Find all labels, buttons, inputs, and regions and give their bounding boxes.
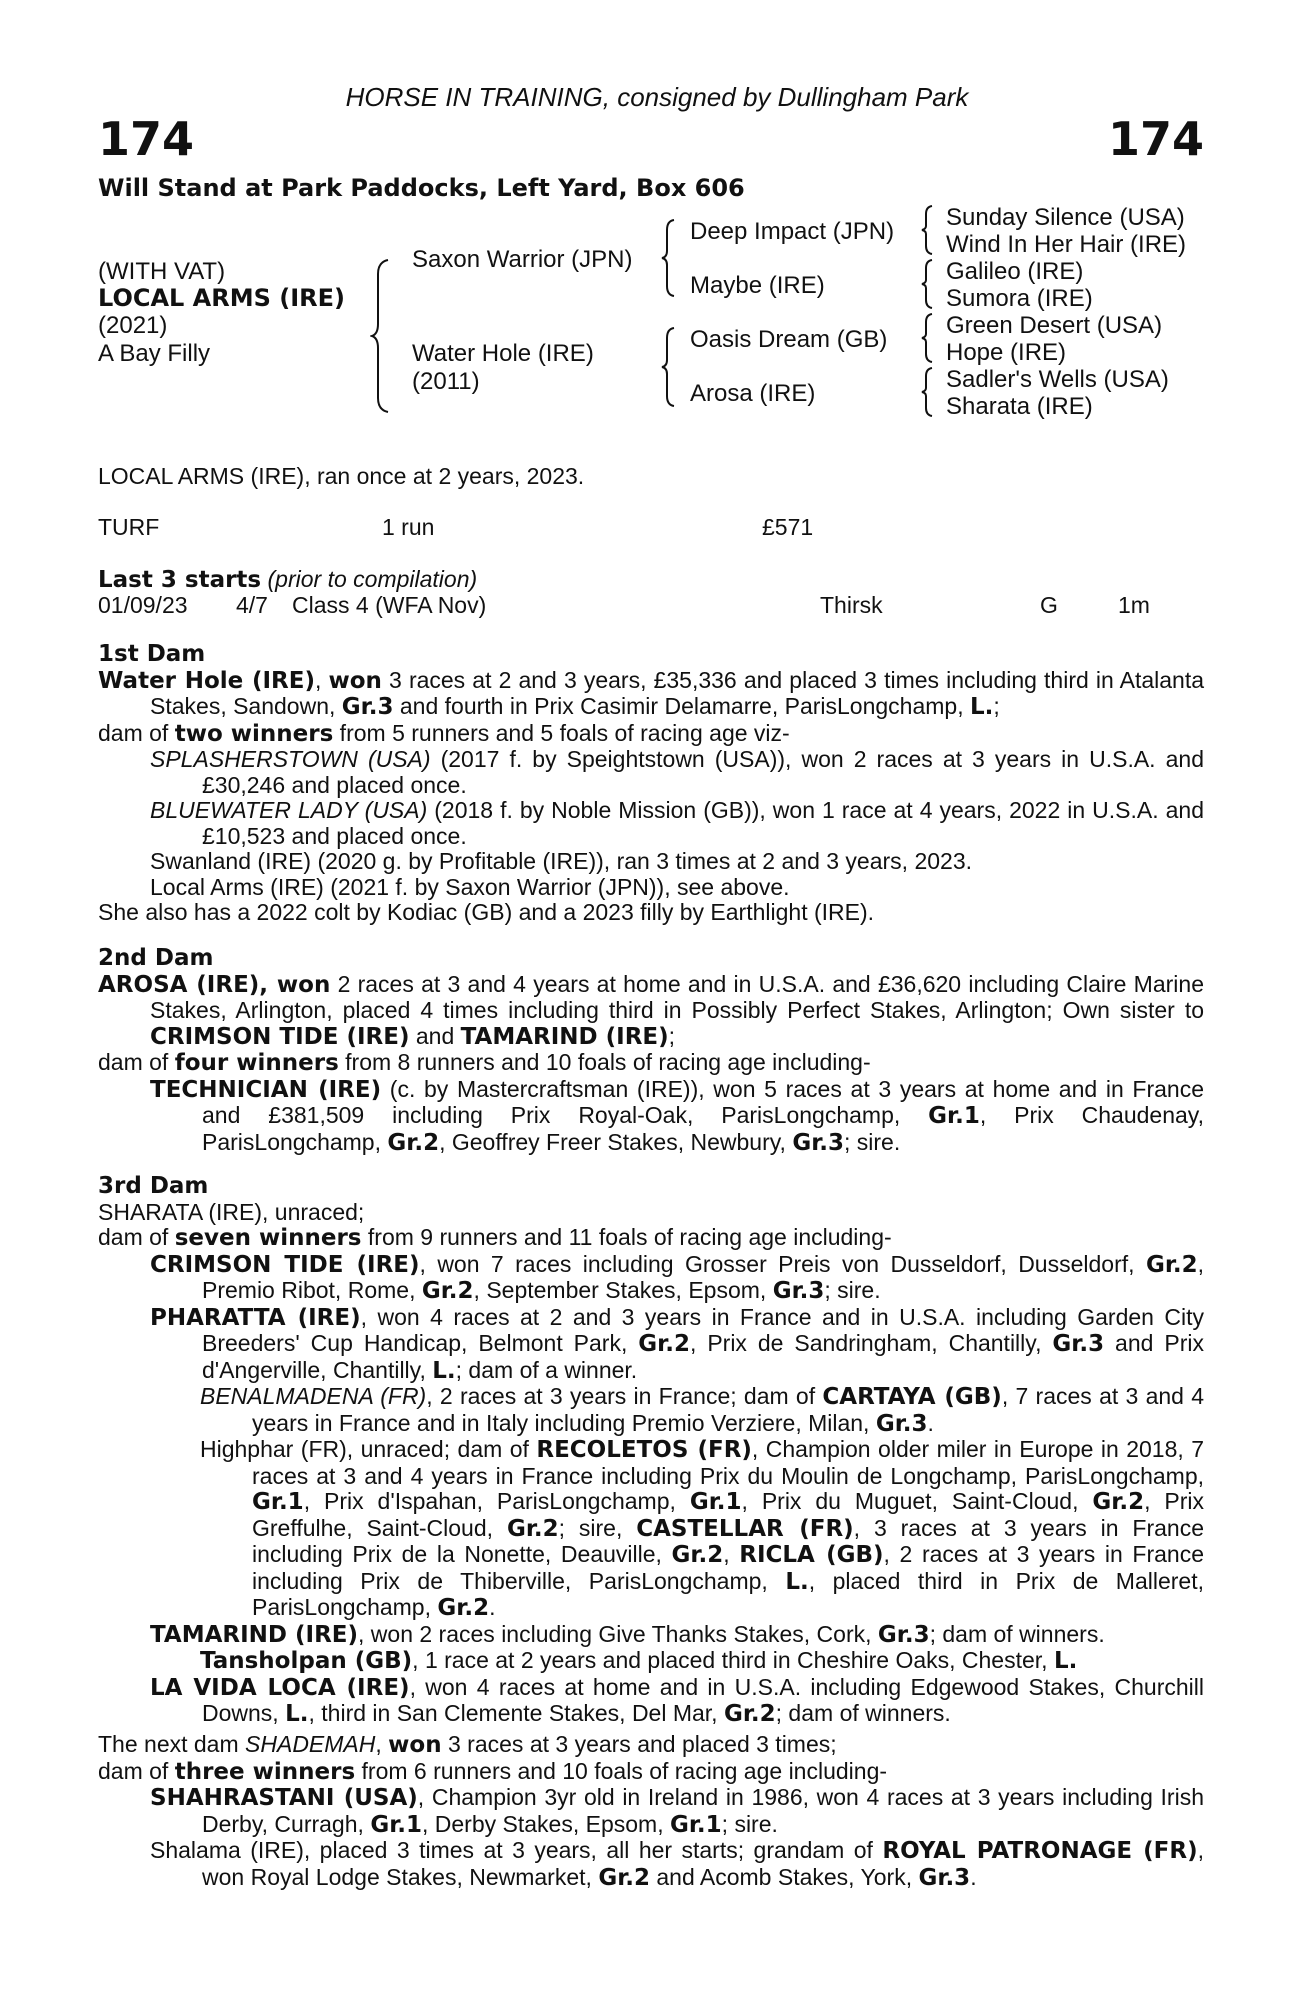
text-run: from 6 runners and 10 foals of racing age including- [355, 1757, 888, 1784]
text-run: dam of [98, 719, 175, 746]
text-run: , won 4 races at 2 and 3 years in France and in U.S.A. including Garden City Breeders' Cup Handicap, Belmont Park, [202, 1303, 1205, 1356]
brace-dam [660, 326, 676, 408]
text-run: 3 races at 3 years and placed 3 times; [441, 1731, 837, 1757]
third-dam-produce-intro [98, 1225, 1204, 1252]
sire-dam: Maybe (IRE) [690, 272, 825, 299]
text-run: AROSA (IRE) [98, 971, 260, 998]
start-going: G [1040, 592, 1058, 618]
text-run: ; dam of a winner. [455, 1356, 638, 1383]
text-run: two winners [174, 720, 334, 747]
produce-crimson-tide [98, 1252, 1204, 1305]
text-run: L. [970, 694, 994, 720]
text-run: Gr.2 [1092, 1489, 1145, 1515]
text-run: Highphar (FR), unraced; dam of [200, 1436, 537, 1462]
third-dam-section [98, 1174, 1204, 1728]
text-run: TECHNICIAN (IRE) [150, 1076, 382, 1103]
text-run: Gr.2 [598, 1864, 650, 1891]
text-run: ; sire, [558, 1514, 637, 1541]
last-starts-note: (prior to compilation) [267, 566, 478, 592]
produce-la-vida-loca [98, 1675, 1204, 1728]
text-run: , Prix Greffulhe, Saint-Cloud, [252, 1488, 1205, 1541]
record-surface: TURF [98, 514, 160, 540]
text-run: L. [285, 1701, 309, 1727]
produce-splasherstown [98, 747, 1204, 798]
gen3-ssd: Wind In Her Hair (IRE) [946, 231, 1187, 258]
text-run: CASTELLAR (FR) [636, 1515, 854, 1542]
text-run: SHAHRASTANI (USA) [150, 1785, 418, 1811]
text-run: Shalama (IRE), placed 3 times at 3 years, all her starts; grandam of [150, 1837, 883, 1863]
text-run: seven winners [174, 1225, 362, 1251]
text-run: LA VIDA LOCA (IRE) [150, 1674, 410, 1701]
brace-gen3-3 [920, 312, 934, 364]
brace-sire [660, 218, 676, 298]
produce-swanland: Swanland (IRE) (2020 g. by Profitable (IRE)), ran 3 times at 2 and 3 years, 2023. [150, 848, 973, 874]
text-run: Gr.2 [671, 1542, 724, 1568]
race-summary: LOCAL ARMS (IRE), ran once at 2 years, 2023. [98, 463, 585, 489]
text-run: dam of [98, 1049, 175, 1075]
text-run: . [927, 1409, 934, 1436]
gen3-sss: Sunday Silence (USA) [946, 204, 1185, 231]
text-run: RICLA (GB) [739, 1542, 884, 1568]
text-run: and Prix d'Angerville, Chantilly, [202, 1330, 1204, 1383]
text-run: Gr.2 [421, 1278, 474, 1304]
text-run: Gr.3 [341, 694, 394, 720]
text-run: , Prix du Muguet, Saint-Cloud, [741, 1488, 1093, 1514]
text-run: Gr.2 [638, 1331, 690, 1357]
text-run: dam of [98, 1757, 175, 1784]
text-run: L. [785, 1568, 809, 1595]
text-run: ; dam of winners. [775, 1700, 951, 1726]
text-run: ; sire. [721, 1810, 778, 1837]
produce-tansholpan [98, 1648, 1204, 1675]
text-run: Gr.1 [370, 1811, 422, 1838]
text-run: (2018 f. by Noble Mission (GB)), won 1 race at 4 years, 2022 in U.S.A. and £10,523 and placed once. [202, 797, 1204, 849]
text-run: CARTAYA (GB) [822, 1384, 1002, 1410]
produce-technician [98, 1077, 1204, 1157]
brace-gen1 [370, 258, 390, 414]
next-dam-record [98, 1732, 1204, 1759]
text-run: CRIMSON TIDE (IRE) [150, 1023, 410, 1050]
text-run: TAMARIND (IRE) [150, 1621, 359, 1648]
gen3-dsd: Hope (IRE) [946, 339, 1067, 366]
text-run: ROYAL PATRONAGE (FR) [882, 1838, 1198, 1864]
text-run: ; [668, 1022, 676, 1049]
text-run: RECOLETOS (FR) [536, 1437, 752, 1463]
text-run: Gr.3 [877, 1621, 930, 1648]
record-prize: £571 [762, 514, 814, 540]
text-run: Gr.2 [723, 1701, 776, 1727]
first-dam-produce-intro [98, 721, 1204, 748]
third-dam-heading: 3rd Dam [98, 1173, 209, 1199]
produce-highphar [98, 1437, 1204, 1622]
text-run: Gr.2 [387, 1129, 440, 1156]
text-run: from 8 runners and 10 foals of racing age including- [338, 1049, 871, 1075]
text-run: Gr.3 [875, 1410, 928, 1437]
produce-shahrastani [98, 1785, 1204, 1838]
text-run: ; [993, 693, 1000, 719]
text-run: SPLASHERSTOWN (USA) [150, 746, 431, 772]
brace-gen3-1 [920, 204, 934, 256]
text-run: dam of [98, 1224, 175, 1250]
text-run: , 1 race at 2 years and placed third in Cheshire Oaks, Chester, [412, 1647, 1054, 1673]
horse-sex: A Bay Filly [98, 340, 211, 367]
text-run: CRIMSON TIDE (IRE) [150, 1251, 420, 1278]
second-dam-section [98, 946, 1204, 1156]
sire-sire: Deep Impact (JPN) [690, 218, 895, 245]
text-run: Gr.2 [437, 1595, 490, 1621]
text-run: L. [1053, 1648, 1078, 1674]
gen3-dds: Sadler's Wells (USA) [946, 366, 1169, 393]
last-starts-heading [98, 566, 477, 593]
text-run: , Geoffrey Freer Stakes, Newbury, [439, 1128, 793, 1155]
text-run: , Champion 3yr old in Ireland in 1986, won 4 races at 3 years including Irish Derby, Curragh, [202, 1784, 1204, 1837]
text-run: The next dam [98, 1731, 246, 1757]
brace-gen3-4 [920, 366, 934, 418]
text-run: , [375, 1731, 389, 1757]
text-run: ; sire. [844, 1128, 901, 1155]
text-run: , Prix de Sandringham, Chantilly, [689, 1330, 1053, 1356]
text-run: ; sire. [824, 1277, 881, 1303]
vat-note: (WITH VAT) [98, 258, 226, 285]
horse-year: (2021) [98, 312, 168, 339]
text-run: 3 races at 2 and 3 years, £35,336 and placed 3 times including third in Atalanta Stakes, Sandown, [150, 666, 1205, 719]
second-dam-heading: 2nd Dam [98, 945, 214, 971]
dam: Water Hole (IRE) [412, 340, 594, 367]
text-run: . [489, 1594, 496, 1620]
text-run: , won 4 races at home and in U.S.A. including Edgewood Stakes, Churchill Downs, [202, 1673, 1204, 1726]
gen3-sdd: Sumora (IRE) [946, 285, 1093, 312]
text-run: and [409, 1022, 461, 1049]
text-run: , won [259, 971, 331, 998]
text-run: , Prix d'Ispahan, ParisLongchamp, [303, 1488, 690, 1514]
dam-dam: Arosa (IRE) [690, 380, 816, 407]
text-run: and fourth in Prix Casimir Delamarre, ParisLongchamp, [393, 693, 970, 719]
produce-local-arms: Local Arms (IRE) (2021 f. by Saxon Warrior (JPN)), see above. [150, 873, 790, 900]
text-run: (2017 f. by Speightstown (USA)), won 2 races at 3 years in U.S.A. and £30,246 and placed once. [202, 746, 1204, 798]
lot-number-left: 174 [98, 112, 195, 166]
text-run: 2 races at 3 and 4 years at home and in U.S.A. and £36,620 including Claire Marine Stakes, Arlington, placed 4 times including third in Possibly Perfect Stakes, Arlington; Own sister to [150, 970, 1204, 1023]
text-run: . [970, 1863, 977, 1890]
horse-name: LOCAL ARMS (IRE) [98, 284, 345, 312]
text-run: from 5 runners and 5 foals of racing age viz- [333, 719, 790, 746]
text-run: won [328, 667, 382, 694]
text-run: Gr.1 [928, 1103, 980, 1129]
text-run: , won 2 races including Give Thanks Stakes, Cork, [358, 1620, 878, 1647]
start-class: Class 4 (WFA Nov) [292, 592, 487, 618]
text-run: Gr.2 [1145, 1251, 1198, 1278]
dam-year: (2011) [412, 368, 480, 395]
text-run: , third in San Clemente Stakes, Del Mar, [308, 1700, 724, 1726]
text-run: , placed third in Prix de Malleret, ParisLongchamp, [252, 1567, 1204, 1620]
text-run: and Acomb Stakes, York, [650, 1863, 919, 1890]
lot-number-right: 174 [1107, 112, 1204, 166]
text-run: Gr.1 [669, 1811, 722, 1838]
produce-pharatta [98, 1305, 1204, 1385]
produce-shalama [98, 1838, 1204, 1891]
text-run: , won Royal Lodge Stakes, Newmarket, [202, 1837, 1204, 1890]
dam-sire: Oasis Dream (GB) [690, 326, 888, 353]
start-position: 4/7 [236, 592, 268, 618]
text-run: , 3 races at 3 years in France including Prix de la Nonette, Deauville, [252, 1514, 1205, 1567]
text-run: , [723, 1541, 740, 1567]
next-dam-section [98, 1732, 1204, 1891]
text-run: SHADEMAH [245, 1731, 376, 1757]
first-dam-record: Water Hole (IRE), won 3 races at 2 and 3 years, £35,336 and placed 3 times including third in Atalanta Stakes, Sandown, Gr.3 and fourth in Prix Casimir Delamarre, ParisLongchamp, L.; [98, 666, 1205, 720]
text-run: from 9 runners and 11 foals of racing age including- [361, 1224, 892, 1250]
text-run: , 2 races at 3 years in France including Prix de Thiberville, ParisLongchamp, [252, 1541, 1204, 1594]
text-run: Gr.3 [772, 1278, 825, 1304]
text-run: won [388, 1732, 442, 1758]
start-distance: 1m [1118, 592, 1150, 618]
second-dam-produce-intro [98, 1050, 1204, 1077]
text-run: ; dam of winners. [929, 1620, 1105, 1647]
next-dam-produce-intro [98, 1759, 1204, 1786]
text-run: Gr.3 [792, 1129, 844, 1156]
text-run: TAMARIND (IRE) [460, 1023, 669, 1050]
gen3-dss: Green Desert (USA) [946, 312, 1163, 339]
text-run: Gr.1 [252, 1489, 304, 1515]
text-run: , Prix Chaudenay, ParisLongchamp, [202, 1102, 1204, 1155]
text-run: Tansholpan (GB) [200, 1648, 413, 1674]
produce-benalmadena [98, 1384, 1204, 1437]
text-run: , Derby Stakes, Epsom, [422, 1810, 670, 1837]
record-runs: 1 run [382, 514, 435, 540]
third-dam-intro: SHARATA (IRE), unraced; [98, 1198, 365, 1225]
text-run: L. [432, 1357, 456, 1384]
stand-location: Will Stand at Park Paddocks, Left Yard, Box 606 [98, 174, 745, 202]
text-run: BLUEWATER LADY (USA) [150, 797, 428, 823]
first-dam-heading: 1st Dam [98, 641, 206, 667]
catalogue-heading: HORSE IN TRAINING, consigned by Dullingham Park [345, 82, 969, 112]
text-run: , 2 races at 3 years in France; dam of [426, 1383, 823, 1409]
second-dam-record [98, 972, 1204, 1051]
text-run: , won 7 races including Grosser Preis von Dusseldorf, Dusseldorf, [419, 1250, 1146, 1277]
gen3-sds: Galileo (IRE) [946, 258, 1084, 285]
text-run: Gr.1 [689, 1489, 742, 1515]
text-run: Water Hole (IRE) [98, 667, 315, 694]
text-run: four winners [174, 1050, 339, 1076]
text-run: BENALMADENA (FR) [200, 1383, 427, 1409]
first-dam-also: She also has a 2022 colt by Kodiac (GB) and a 2023 filly by Earthlight (IRE). [98, 899, 875, 925]
produce-tamarind [98, 1622, 1204, 1649]
sire: Saxon Warrior (JPN) [412, 246, 633, 273]
text-run: , Premio Ribot, Rome, [202, 1250, 1205, 1303]
text-run: three winners [174, 1758, 356, 1785]
text-run: Gr.3 [918, 1864, 971, 1891]
last-starts-title: Last 3 starts [98, 567, 262, 593]
start-date: 01/09/23 [98, 592, 188, 618]
brace-gen3-2 [920, 258, 934, 310]
text-run: Gr.3 [1052, 1331, 1105, 1357]
text-run: (c. by Mastercraftsman (IRE)), won 5 races at 3 years at home and in France and £381,509 including Prix Royal-Oak, ParisLongchamp, [202, 1075, 1204, 1128]
text-run: , 7 races at 3 and 4 years in France and in Italy including Premio Verziere, Milan, [252, 1383, 1205, 1436]
text-run: , Champion older miler in Europe in 2018, 7 races at 3 and 4 years in France including Prix du Moulin de Longchamp, ParisLongchamp, [252, 1436, 1205, 1489]
text-run: Gr.2 [506, 1515, 559, 1542]
text-run: , September Stakes, Epsom, [473, 1277, 773, 1303]
first-dam-section [98, 642, 1204, 926]
produce-bluewater-lady [98, 798, 1204, 849]
start-course: Thirsk [820, 592, 883, 618]
text-run: PHARATTA (IRE) [150, 1304, 361, 1331]
gen3-ddd: Sharata (IRE) [946, 393, 1093, 420]
